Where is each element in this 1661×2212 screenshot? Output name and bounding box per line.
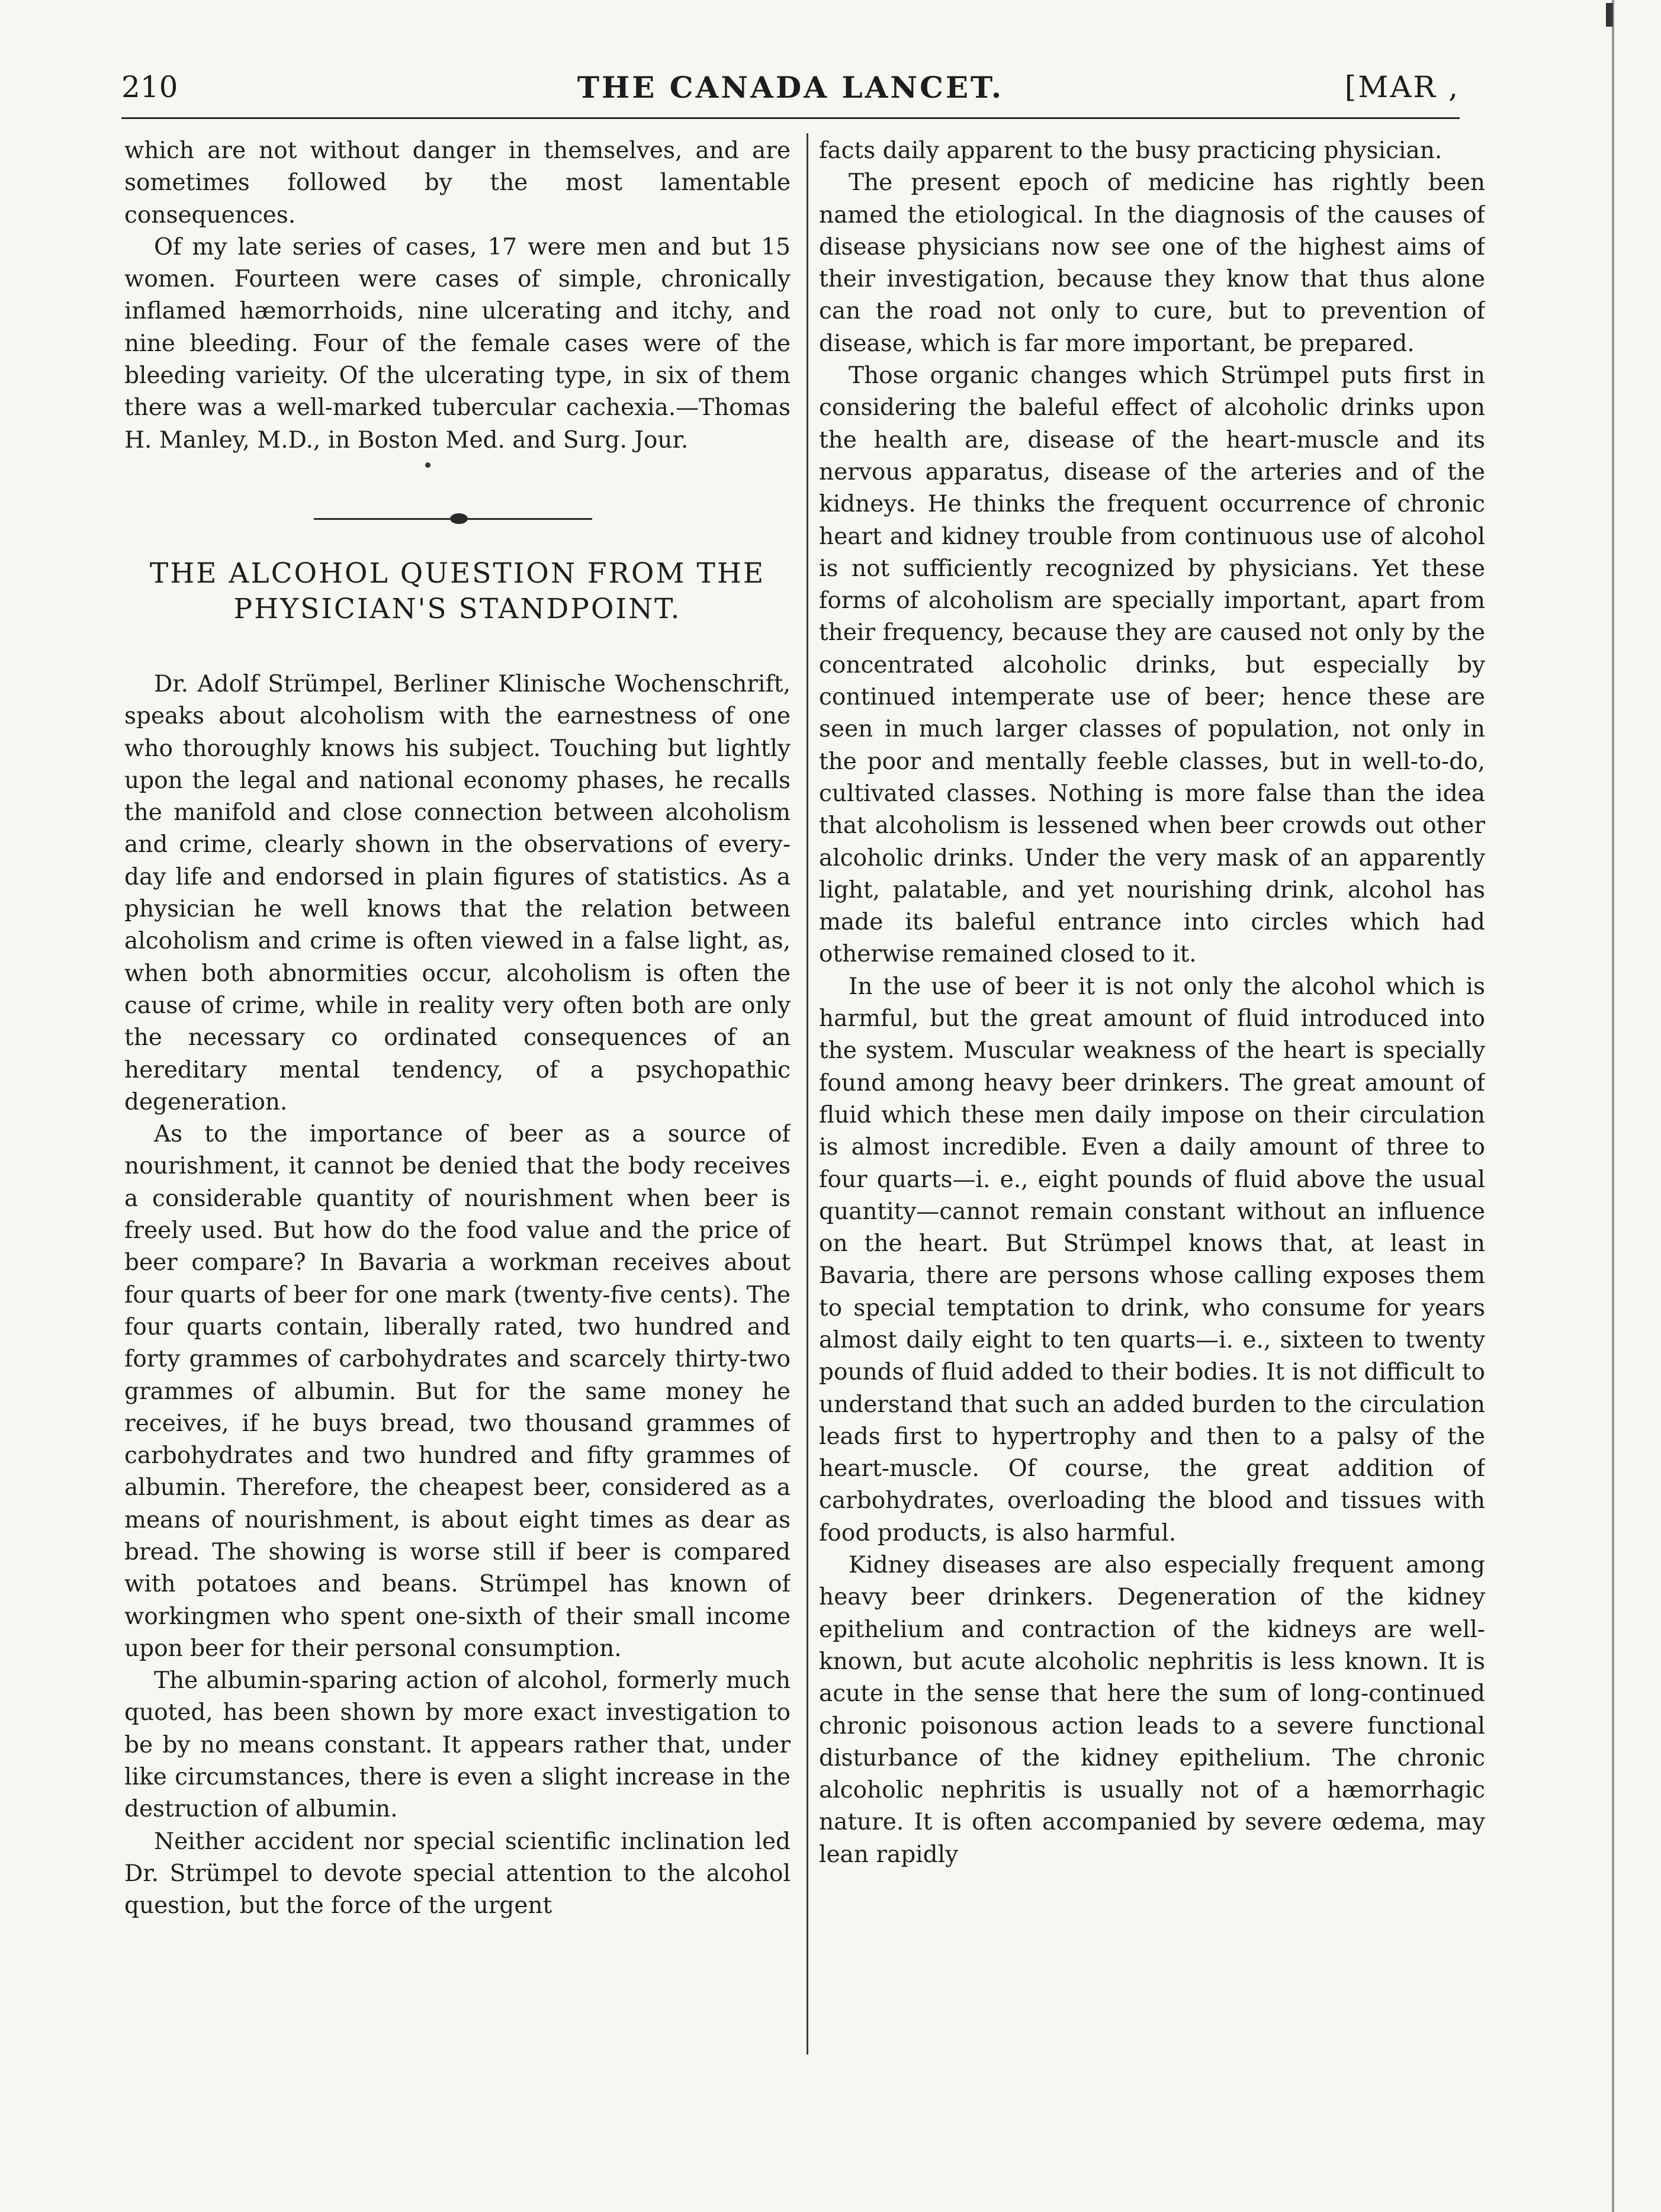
column-divider bbox=[807, 133, 808, 2055]
section-divider-ornament bbox=[124, 497, 791, 538]
page-number: 210 bbox=[121, 70, 178, 104]
article-paragraph: Those organic changes which Strümpel puts first in considering the baleful effect of alcoholic drinks upon the health are, disease of the heart-muscle and its nervous apparatus, disease of the arteries and of the kidneys. He thinks the frequent occurrence of chronic heart and kidney trouble from continuous use of alcohol is not sufficiently recognized by physicians. Yet these forms of alcoholism are specially important, apart from their frequency, because they are caused not only by the concentrated alcoholic drinks, but especially by continued intemperate use of beer; hence these are seen in much larger classes of population, not only in the poor and mentally feeble classes, but in well-to-do, cultivated classes. Nothing is more false than the idea that alcoholism is lessened when beer crowds out other alcoholic drinks. Under the very mask of an apparently light, palatable, and yet nourishing drink, alcohol has made its baleful entrance into circles which had otherwise remained closed to it. bbox=[819, 362, 1485, 968]
article-paragraph: Kidney diseases are also especially frequent among heavy beer drinkers. Degeneration of the kidney epithelium and contraction of the kidneys are well-known, but acute alcoholic nephritis is less known. It is acute in the sense that here the sum of long-continued chronic poisonous action leads to a severe functional disturbance of the kidney epithelium. The chronic alcoholic nephritis is usually not of a hæmorrhagic nature. It is often accompanied by severe œdema, may lean rapidly bbox=[819, 1552, 1485, 1868]
small-dot-mark bbox=[124, 456, 791, 480]
issue-date: [MAR , bbox=[1344, 70, 1460, 104]
page-edge-line bbox=[1612, 0, 1614, 2212]
article-paragraph: Dr. Adolf Strümpel, Berliner Klinische Wochenschrift, speaks about alcoholism with the earnestness of one who thoroughly knows his subject. Touching but lightly upon the legal and national economy phases, he recalls the manifold and close connection between alcoholism and crime, clearly shown in the observations of every-day life and endorsed in plain figures of statistics. As a physician he well knows that the relation between alcoholism and crime is often viewed in a false light, as, when both abnormities occur, alcoholism is often the cause of crime, while in reality very often both are only the necessary co ordinated consequences of an hereditary mental tendency, of a psychopathic degeneration. bbox=[124, 670, 791, 1115]
article-paragraph: Neither accident nor special scientific inclination led Dr. Strümpel to devote special attention to the alcohol question, but the force of the urgent bbox=[124, 1828, 791, 1920]
intro-paragraph: which are not without danger in themselves, and are sometimes followed by the most lamentable consequences. bbox=[124, 137, 791, 229]
left-column bbox=[124, 135, 791, 2059]
page-header bbox=[121, 70, 1460, 117]
article-paragraph: In the use of beer it is not only the alcohol which is harmful, but the great amount of fluid introduced into the system. Muscular weakness of the heart is specially found among heavy beer drinkers. The great amount of fluid which these men daily impose on their circulation is almost incredible. Even a daily amount of three to four quarts—i. e., eight pounds of fluid above the usual quantity—cannot remain constant without an influence on the heart. But Strümpel knows that, at least in Bavaria, there are persons whose calling exposes them to special temptation to drink, who consume for years almost daily eight to ten quarts—i. e., sixteen to twenty pounds of fluid added to their bodies. It is not difficult to understand that such an added burden to the circulation leads first to hypertrophy and then to a palsy of the heart-muscle. Of course, the great addition of carbohydrates, overloading the blood and tissues with food products, is also harmful. bbox=[819, 973, 1485, 1547]
intro-paragraph: Of my late series of cases, 17 were men and but 15 women. Fourteen were cases of simple, chronically inflamed hæmorrhoids, nine ulcerating and itchy, and nine bleeding. Four of the female cases were of the bleeding varieity. Of the ulcerating type, in six of them there was a well-marked tubercular cachexia.—Thomas H. Manley, M.D., in Boston Med. and Surg. Jour. bbox=[124, 233, 791, 454]
article-paragraph: As to the importance of beer as a source of nourishment, it cannot be denied that the body receives a considerable quantity of nourishment when beer is freely used. But how do the food value and the price of beer compare? In Bavaria a workman receives about four quarts of beer for one mark (twenty-five cents). The four quarts contain, liberally rated, two hundred and forty grammes of carbohydrates and scarcely thirty-two grammes of albumin. But for the same money he receives, if he buys bread, two thousand grammes of carbohydrates and two hundred and fifty grammes of albumin. Therefore, the cheapest beer, considered as a means of nourishment, is about eight times as dear as bread. The showing is worse still if beer is compared with potatoes and beans. Strümpel has known of workingmen who spent one-sixth of their small income upon beer for their personal consumption. bbox=[124, 1121, 791, 1662]
article-paragraph: The present epoch of medicine has rightly been named the etiological. In the diagnosis of the causes of disease physicians now see one of the highest aims of their investigation, because they know that thus alone can the road not only to cure, but to prevention of disease, which is far more important, be prepared. bbox=[819, 169, 1485, 357]
header-rule bbox=[121, 117, 1460, 119]
article-paragraph: The albumin-sparing action of alcohol, formerly much quoted, has been shown by more exact investigation to be by no means constant. It appears rather that, under like circumstances, there is even a slight increase in the destruction of albumin. bbox=[124, 1667, 791, 1823]
article-paragraph: facts daily apparent to the busy practicing physician. bbox=[819, 137, 1442, 164]
journal-title: THE CANADA LANCET. bbox=[577, 70, 1004, 105]
article-title: THE ALCOHOL QUESTION FROM THE PHYSICIAN'S STANDPOINT. bbox=[149, 557, 766, 625]
right-column bbox=[819, 135, 1485, 2059]
